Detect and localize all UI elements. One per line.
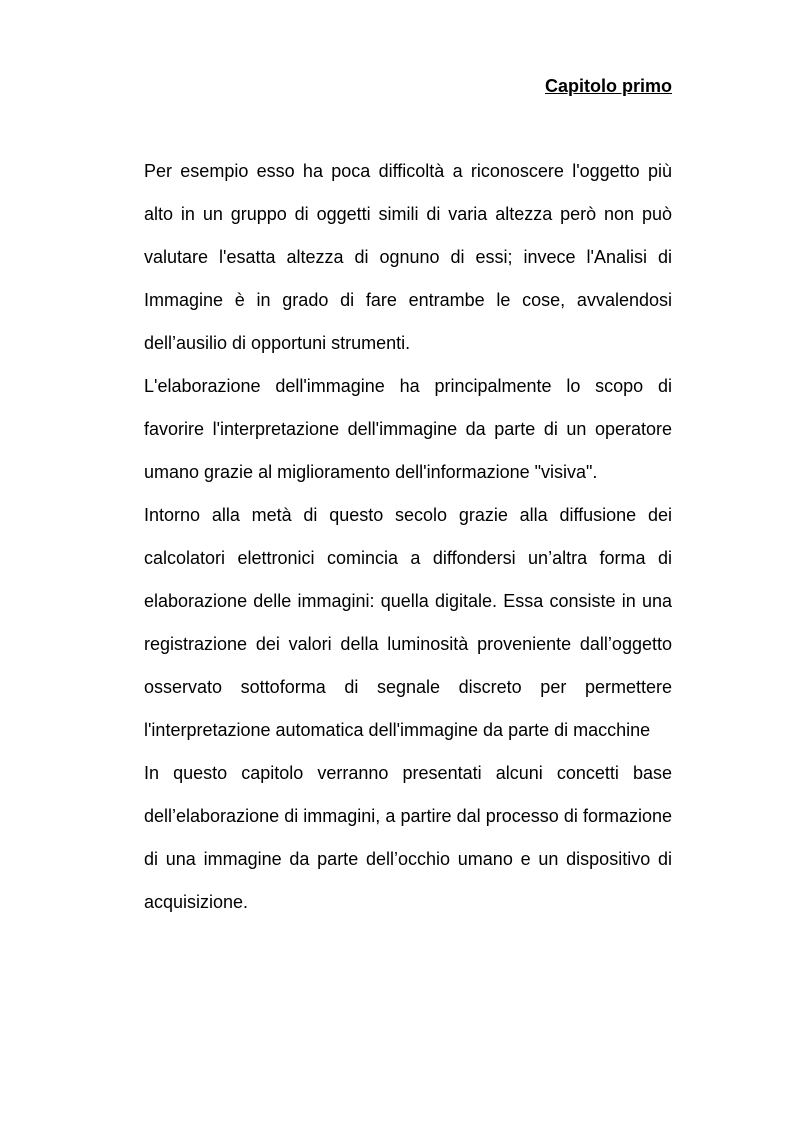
paragraph-2: L'elaborazione dell'immagine ha principalmente lo scopo di favorire l'interpretazione dell'immagine da parte di un operatore umano grazie al miglioramento dell'informazione "visiva". [144,376,672,482]
paragraph-3: Intorno alla metà di questo secolo grazie alla diffusione dei calcolatori elettronici comincia a diffondersi un’altra forma di elaborazione delle immagini: quella digitale. Essa consiste in una registrazione dei valori della luminosità proveniente dall’oggetto osservato sottoforma di segnale discreto per permettere l'interpretazione automatica dell'immagine da parte di macchine [144,505,672,740]
body-text [144,150,672,924]
paragraph-4: In questo capitolo verranno presentati alcuni concetti base dell’elaborazione di immagini, a partire dal processo di formazione di una immagine da parte dell’occhio umano e un dispositivo di acquisizione. [144,763,672,912]
paragraph-1: Per esempio esso ha poca difficoltà a riconoscere l'oggetto più alto in un gruppo di oggetti simili di varia altezza però non può valutare l'esatta altezza di ognuno di essi; invece l'Analisi di Immagine è in grado di fare entrambe le cose, avvalendosi dell’ausilio di opportuni strumenti. [144,161,672,353]
chapter-title: Capitolo primo [545,76,672,96]
